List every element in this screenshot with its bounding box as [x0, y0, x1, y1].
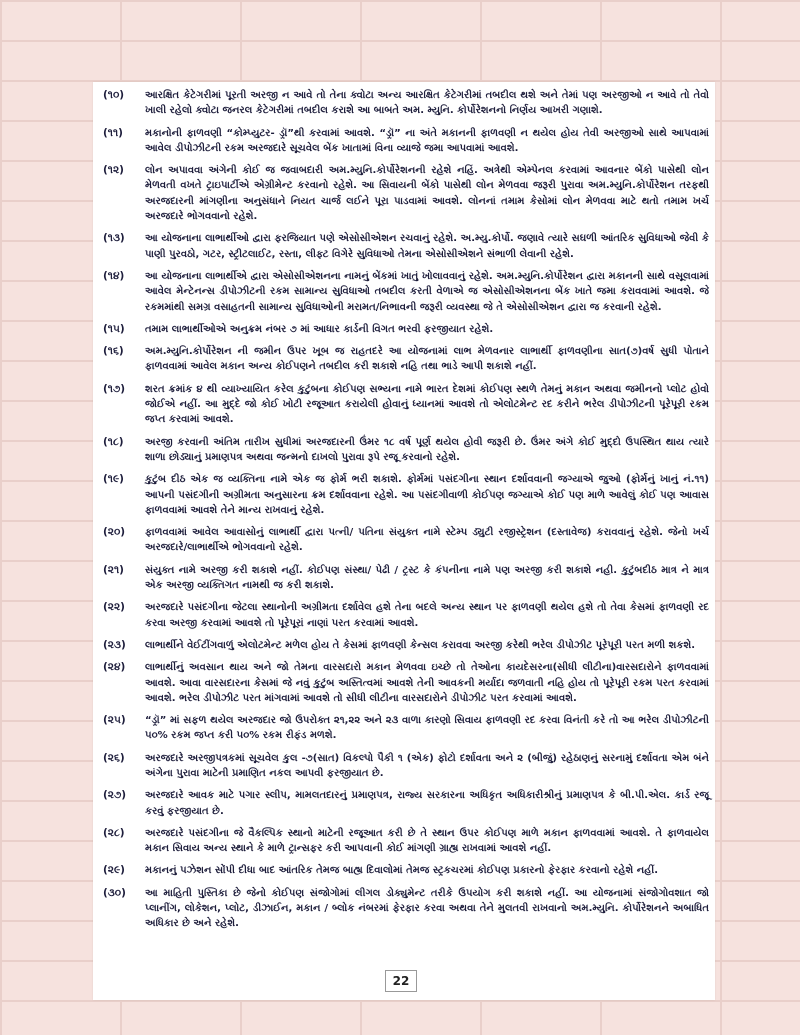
list-item — [103, 788, 709, 819]
item-number: (૧૫) — [103, 322, 125, 335]
item-text: અરજી કરવાની અંતિમ તારીખ સુધીમાં અરજદારની ઉંમર ૧૮ વર્ષ પૂર્ણ થયેલ હોવી જરૂરી છે. ઉંમર અંગે કોઈ મુદ્દો ઉપસ્થિત થાય ત્યારે શાળા છોડ્યાનું પ્રમાણપત્ર અથવા જન્મનો દાખલો પુરાવા રૂપે રજૂ કરવાનો રહેશે. — [145, 436, 709, 463]
item-text: મકાનોની ફાળવણી “કોમ્પ્યુટર- ડ્રૉ”થી કરવામાં આવશે. “ડ્રૉ” ના અંતે મકાનની ફાળવણી ન થયેલ હોય તેવી અરજીઓ સાથે આપવામાં આવેલ ડીપોઝીટની રકમ અરજદારે સૂચવેલ બેંક ખાતામાં વિના વ્યાજે જમા આપવામાં આવશે. — [145, 127, 709, 154]
list-item — [103, 713, 709, 744]
list-item — [103, 886, 709, 932]
item-number: (૨૭) — [103, 789, 127, 802]
item-text: આરક્ષિત કેટેગરીમાં પૂરતી અરજી ન આવે તો તેના ક્વોટા અન્ય આરક્ષિત કેટેગરીમાં તબદીલ થશે અને તેમાં પણ અરજીઓ ન આવે તો તેવો ખાલી રહેલો ક્વોટા જનરલ કેટેગરીમાં તબદીલ કરાશે આ બાબતે અમ. મ્યુનિ. કોર્પોરેશનનો નિર્ણય આખરી ગણાશે. — [145, 90, 709, 117]
item-number: (૨૦) — [103, 526, 126, 539]
item-number: (૧૩) — [103, 232, 125, 245]
list-item — [103, 826, 709, 857]
item-number: (૨૮) — [103, 826, 125, 839]
item-number: (૧૪) — [103, 269, 125, 282]
list-item — [103, 88, 709, 119]
item-number: (૧૬) — [103, 345, 124, 358]
item-number: (૨૩) — [103, 638, 126, 651]
list-item — [103, 163, 709, 224]
item-text: તમામ લાભાર્થીઓએ અનુક્રમ નંબર ૭ માં આધાર કાર્ડની વિગત ભરવી ફરજીયાત રહેશે. — [145, 323, 494, 335]
item-number: (૧૧) — [103, 126, 123, 139]
item-text: આ યોજનાના લાભાર્થીએ દ્વારા એસોસીએશનના નામનું બેંકમાં ખાતું ખોલાવવાનું રહેશે. અમ.મ્યુનિ.કોર્પોરેશન દ્વારા મકાનની સાથે વસૂલવામાં આવેલ મેન્ટેનન્સ ડીપોઝીટની રકમ સામાન્ય સુવિધાઓ તબદીલ કરતી વેળાએ જ એસોસીએશનના બેંક ખાતે જમા કરાવવામાં આવશે. જે રકમમાંથી સમગ્ર વસાહતની સામાન્ય સુવિધાઓની મરામત/નિભાવની જરૂરી વ્યવસ્થા જે તે એસોસીએશન દ્વારા જ કરવાની રહેશે. — [145, 270, 709, 313]
item-text: અમ.મ્યુનિ.કોર્પોરેશન ની જમીન ઉપર ખૂબ જ રાહતદરે આ યોજનામાં લાભ મેળવનાર લાભાર્થી ફાળવણીના સાત(૭)વર્ષ સુધી પોતાને ફાળવવામાં આવેલ મકાન અન્ય કોઈપણને તબદીલ કરી શકાશે નહિ તથા ભાડે આપી શકાશે નહીં. — [145, 346, 709, 373]
item-text: લાભાર્થીને વેઈટીંગવાળું એલોટમેન્ટ મળેલ હોય તે કેસમાં ફાળવણી કેન્સલ કરાવવા અરજી કરેથી ભરેલ ડીપોઝીટ પૂરેપૂરી પરત મળી શકશે. — [145, 639, 696, 651]
list-item — [103, 525, 709, 556]
list-item — [103, 563, 709, 594]
list-item — [103, 126, 709, 157]
item-text: લોન અપાવવા અંગેની કોઈ જ જવાબદારી અમ.મ્યુનિ.કોર્પોરેશનની રહેશે નહિં. અત્રેથી એમ્પેનલ કરવામાં આવનાર બેંકો પાસેથી લોન મેળવતી વખતે ટ્રાઇપાર્ટીએ એગ્રીમેન્ટ કરવાનો રહેશે. આ સિવાયની બેંકો પાસેથી લોન મેળવવા જરૂરી પુરાવા અમ.મ્યુનિ.કોર્પોરેશન તરફથી અરજદારની માંગણીના અનુસંધાને નિયત ચાર્જ લઈને પૂરા પાડવામાં આવશે. લોનનાં તમામ કેસોમાં લોન મેળવવા માટે થતો તમામ ખર્ચ અરજદારે ભોગવવાનો રહેશે. — [145, 165, 709, 223]
document-page — [93, 82, 715, 1000]
item-number: (૨૨) — [103, 601, 125, 614]
item-text: ફાળવવામાં આવેલ આવાસોનું લાભાર્થી દ્વારા પત્ની/ પતિના સંયુક્ત નામે સ્ટેમ્પ ડ્યુટી રજીસ્ટ્રેશન (દસ્તાવેજ) કરાવવાનું રહેશે. જેનો ખર્ચ અરજદારે/લાભાર્થીએ ભોગવવાનો રહેશે. — [145, 527, 709, 554]
item-number: (૨૯) — [103, 864, 125, 877]
list-item — [103, 638, 709, 653]
item-text: “ડ્રૉ” માં સફળ થયેલ અરજદાર જો ઉપરોક્ત ૨૧,૨૨ અને ૨૩ વાળા કારણો સિવાય ફાળવણી રદ કરવા વિનંતી કરે તો આ ભરેલ ડીપોઝીટની ૫૦% રકમ જપ્ત કરી ૫૦% રકમ રીફંડ મળશે. — [145, 715, 709, 742]
item-text: આ યોજનાના લાભાર્થીઓ દ્વારા ફરજિયાત પણે એસોસીએશન રચવાનું રહેશે. અ.મ્યુ.કોર્પો. જણાવે ત્યારે સઘળી આંતરિક સુવિધાઓ જેવી કે પાણી પુરવઠો, ગટર, સ્ટ્રીટલાઈટ, રસ્તા, લીફ્ટ વિગેરે સુવિધાઓ તેમના એસોસીએશને સંભાળી લેવાની રહેશે. — [145, 233, 709, 260]
item-number: (૧૮) — [103, 435, 124, 448]
list-item — [103, 269, 709, 315]
page-number: 22 — [385, 970, 417, 992]
item-number: (૨૫) — [103, 714, 126, 727]
item-text: શરત ક્રમાંક ૪ થી વ્યાખ્યાયિત કરેલ કુટુંબના કોઈપણ સભ્યના નામે ભારત દેશમાં કોઈપણ સ્થળે તેમનું મકાન અથવા જમીનનો પ્લોટ હોવો જોઈએ નહીં. આ મુદ્દે જો કોઈ ખોટી રજૂઆત કરાયેલી હોવાનું ધ્યાનમાં આવશે તો એલોટમેન્ટ રદ કરીને ભરેલ ડીપોઝીટની પૂરેપૂરી રકમ જપ્ત કરવામાં આવશે. — [145, 383, 709, 426]
list-item — [103, 600, 709, 631]
list-item — [103, 472, 709, 518]
item-number: (૨૧) — [103, 563, 124, 576]
list-item — [103, 660, 709, 706]
item-text: કુટુંબ દીઠ એક જ વ્યક્તિના નામે એક જ ફોર્મ ભરી શકાશે. ફોર્મમાં પસંદગીના સ્થાન દર્શાવવાની જગ્યાએ જુઓ (ફોર્મનું ખાનું નં.૧૧) આપની પસંદગીની અગ્રીમતા અનુસારના ક્રમ દર્શાવવાના રહેશે. આ પસંદગીવાળી કોઈપણ જગ્યાએ કોઈ પણ માળે આવેલું કોઈ પણ આવાસ ફાળવવામાં આવશે તેને માન્ય રાખવાનું રહેશે. — [145, 474, 709, 516]
item-number: (૧૨) — [103, 164, 124, 177]
list-item — [103, 751, 709, 782]
item-number: (૨૪) — [103, 661, 126, 674]
item-text: લાભાર્થીનું અવસાન થાય અને જો તેમના વારસદારો મકાન મેળવવા ઇચ્છે તો તેઓના કાયદેસરના(સીધી લીટીના)વારસદારોને ફાળવવામાં આવશે. આવા વારસદારના કેસમાં જે નવું કુટુંબ અસ્તિત્વમાં આવશે તેની આવકની મર્યાદા જળવાતી નહિ હોય તો પૂરેપૂરી રકમ પરત કરવામાં આવશે. ભરેલ ડીપોઝીટ પરત માંગવામાં આવશે તો સીધી લીટીના વારસદારોને ડીપોઝીટ પરત કરવામાં આવશે. — [145, 662, 709, 704]
item-text: અરજદારે પસંદગીના જે વૈકલ્પિક સ્થાનો માટેની રજૂઆત કરી છે તે સ્થાન ઉપર કોઈપણ માળે મકાન ફાળવવામાં આવશે. તે ફાળવાયેલ મકાન સિવાય અન્ય સ્થાને કે માળે ટ્રાન્સફર કરી આપવાની કોઈ માંગણી ગ્રાહ્ય રાખવામાં આવશે નહીં. — [145, 827, 709, 855]
list-item — [103, 344, 709, 375]
item-text: આ માહિતી પુસ્તિકા છે જેનો કોઈપણ સંજોગોમાં લીગલ ડોક્યુમેન્ટ તરીકે ઉપયોગ કરી શકાશે નહીં. આ યોજનામાં સંજોગોવશાત જો પ્લાનીંગ, લોકેશન, પ્લોટ, ડીઝાઈન, મકાન / બ્લોક નંબરમાં ફેરફાર કરવા અથવા તેને મુલતવી રાખવાનો અમ.મ્યુનિ. કોર્પોરેશનને અબાધિત અધિકાર છે અને રહેશે. — [145, 887, 709, 930]
item-text: મકાનનું પઝેશન સોંપી દીધા બાદ આંતરિક તેમજ બાહ્ય દિવાલોમાં તેમજ સ્ટ્રકચરમાં કોઈપણ પ્રકારનો ફેરફાર કરવાનો રહેશે નહીં. — [145, 865, 659, 877]
list-item — [103, 435, 709, 466]
list-item — [103, 231, 709, 262]
terms-list — [103, 88, 709, 939]
item-number: (૩૦) — [103, 886, 126, 899]
item-number: (૧૦) — [103, 89, 125, 101]
item-text: અરજદારે પસંદગીના જેટલા સ્થાનોની અગ્રીમતા દર્શાવેલ હશે તેના બદલે અન્ય સ્થાન પર ફાળવણી થયેલ હશે તો તેવા કેસમાં ફાળવણી રદ કરવા અરજી કરવામાં આવશે તો પૂરેપૂરાં નાણાં પરત કરવામાં આવશે. — [145, 602, 709, 629]
list-item — [103, 863, 709, 878]
item-number: (૧૯) — [103, 473, 124, 486]
item-text: સંયુક્ત નામે અરજી કરી શકાશે નહીં. કોઈપણ સંસ્થા/ પેઢી / ટ્રસ્ટ કે કંપનીના નામે પણ અરજી કરી શકાશે નહી. કુટુંબદીઠ માત્ર ને માત્ર એક અરજી વ્યક્તિગત નામથી જ કરી શકાશે. — [145, 564, 709, 592]
item-number: (૨૬) — [103, 751, 125, 764]
list-item — [103, 382, 709, 428]
item-number: (૧૭) — [103, 382, 126, 395]
item-text: અરજદારે આવક માટે પગાર સ્લીપ, મામલતદારનું પ્રમાણપત્ર, રાજ્ય સરકારના અધિકૃત અધિકારીશ્રીનું પ્રમાણપત્ર કે બી.પી.એલ. કાર્ડ રજૂ કરવું ફરજીયાત છે. — [145, 790, 709, 817]
list-item — [103, 322, 709, 337]
item-text: અરજદારે અરજીપત્રકમાં સૂચવેલ કુલ -૭(સાત) વિકલ્પો પૈકી ૧ (એક) ફોટો દર્શાવતા અને ૨ (બીજું) રહેઠાણનું સરનામું દર્શાવતા એમ બંને અંગેના પુરાવા માટેની પ્રમાણિત નકલ આપવી ફરજીયાત છે. — [145, 752, 709, 779]
